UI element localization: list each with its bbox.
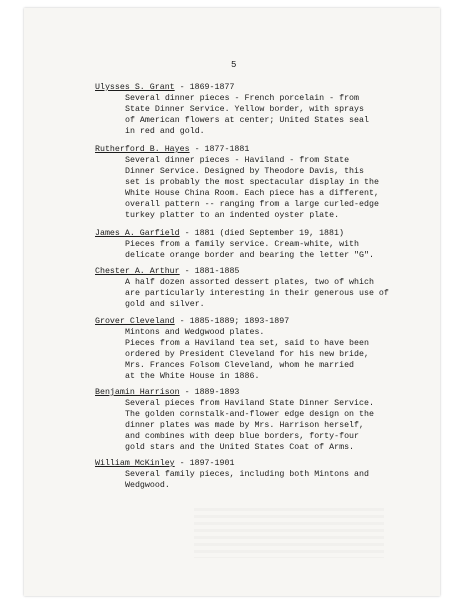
description-line: Several dinner pieces - Haviland - from State <box>125 156 350 165</box>
president-name: Ulysses S. Grant <box>95 83 175 92</box>
description-line: at the White House in 1886. <box>125 372 260 381</box>
president-entry-garfield <box>95 228 415 261</box>
president-name: William McKinley <box>95 459 175 468</box>
description-line: Several family pieces, including both Mintons and <box>125 470 369 479</box>
description-line: gold stars and the United States Coat of Arms. <box>125 443 355 452</box>
description-line: Pieces from a Haviland tea set, said to have been <box>125 339 369 348</box>
description-line: of American flowers at center; United States seal <box>125 116 369 125</box>
description-line: Mintons and Wedgwood plates. <box>125 328 265 337</box>
president-entry-grant <box>95 82 415 137</box>
entry-heading <box>95 458 415 469</box>
term-years: - 1881-1885 <box>179 267 240 276</box>
document-page <box>24 8 440 596</box>
description-line: overall pattern -- ranging from a large curled-edge <box>125 200 379 209</box>
description-line: set is probably the most spectacular display in the <box>125 178 379 187</box>
page-number: 5 <box>231 60 237 70</box>
description-line: Several dinner pieces - French porcelain - from <box>125 94 360 103</box>
description-line: are particularly interesting in their generous use of <box>125 289 389 298</box>
description-line: in red and gold. <box>125 127 205 136</box>
description-line: Several pieces from Haviland State Dinner Service. <box>125 399 374 408</box>
show-through-texture <box>194 508 384 558</box>
term-years: - 1869-1877 <box>174 83 235 92</box>
description-line: White House China Room. Each piece has a different, <box>125 189 379 198</box>
term-years: - 1885-1889; 1893-1897 <box>174 317 290 326</box>
president-name: Rutherford B. Hayes <box>95 145 190 154</box>
president-name: Chester A. Arthur <box>95 267 180 276</box>
entry-heading <box>95 316 415 327</box>
description-line: turkey platter to an indented oyster plate. <box>125 211 340 220</box>
president-entry-harrison <box>95 387 415 453</box>
description-line: A half dozen assorted dessert plates, two of which <box>125 278 374 287</box>
president-entry-hayes <box>95 144 415 221</box>
description-line: and combines with deep blue borders, forty-four <box>125 432 360 441</box>
term-years: - 1889-1893 <box>179 388 240 397</box>
description-line: delicate orange border and bearing the letter "G". <box>125 251 374 260</box>
term-years: - 1877-1881 <box>189 145 250 154</box>
description-line: State Dinner Service. Yellow border, with sprays <box>125 105 364 114</box>
entry-heading <box>95 266 415 277</box>
term-years: - 1897-1901 <box>174 459 235 468</box>
president-name: James A. Garfield <box>95 229 180 238</box>
president-name: Grover Cleveland <box>95 317 175 326</box>
entry-heading <box>95 228 415 239</box>
president-entry-cleveland <box>95 316 415 382</box>
description-line: The golden cornstalk-and-flower edge design on the <box>125 410 374 419</box>
entry-heading <box>95 144 415 155</box>
term-years: - 1881 (died September 19, 1881) <box>179 229 344 238</box>
president-entry-arthur <box>95 266 415 310</box>
description-line: Pieces from a family service. Cream-white, with <box>125 240 360 249</box>
entry-heading <box>95 82 415 93</box>
description-line: gold and silver. <box>125 300 205 309</box>
description-line: Mrs. Frances Folsom Cleveland, whom he married <box>125 361 355 370</box>
description-line: ordered by President Cleveland for his new bride, <box>125 350 369 359</box>
description-line: dinner plates was made by Mrs. Harrison herself, <box>125 421 364 430</box>
entry-heading <box>95 387 415 398</box>
description-line: Dinner Service. Designed by Theodore Davis, this <box>125 167 364 176</box>
president-entry-mckinley <box>95 458 415 491</box>
description-line: Wedgwood. <box>125 481 170 490</box>
president-name: Benjamin Harrison <box>95 388 180 397</box>
